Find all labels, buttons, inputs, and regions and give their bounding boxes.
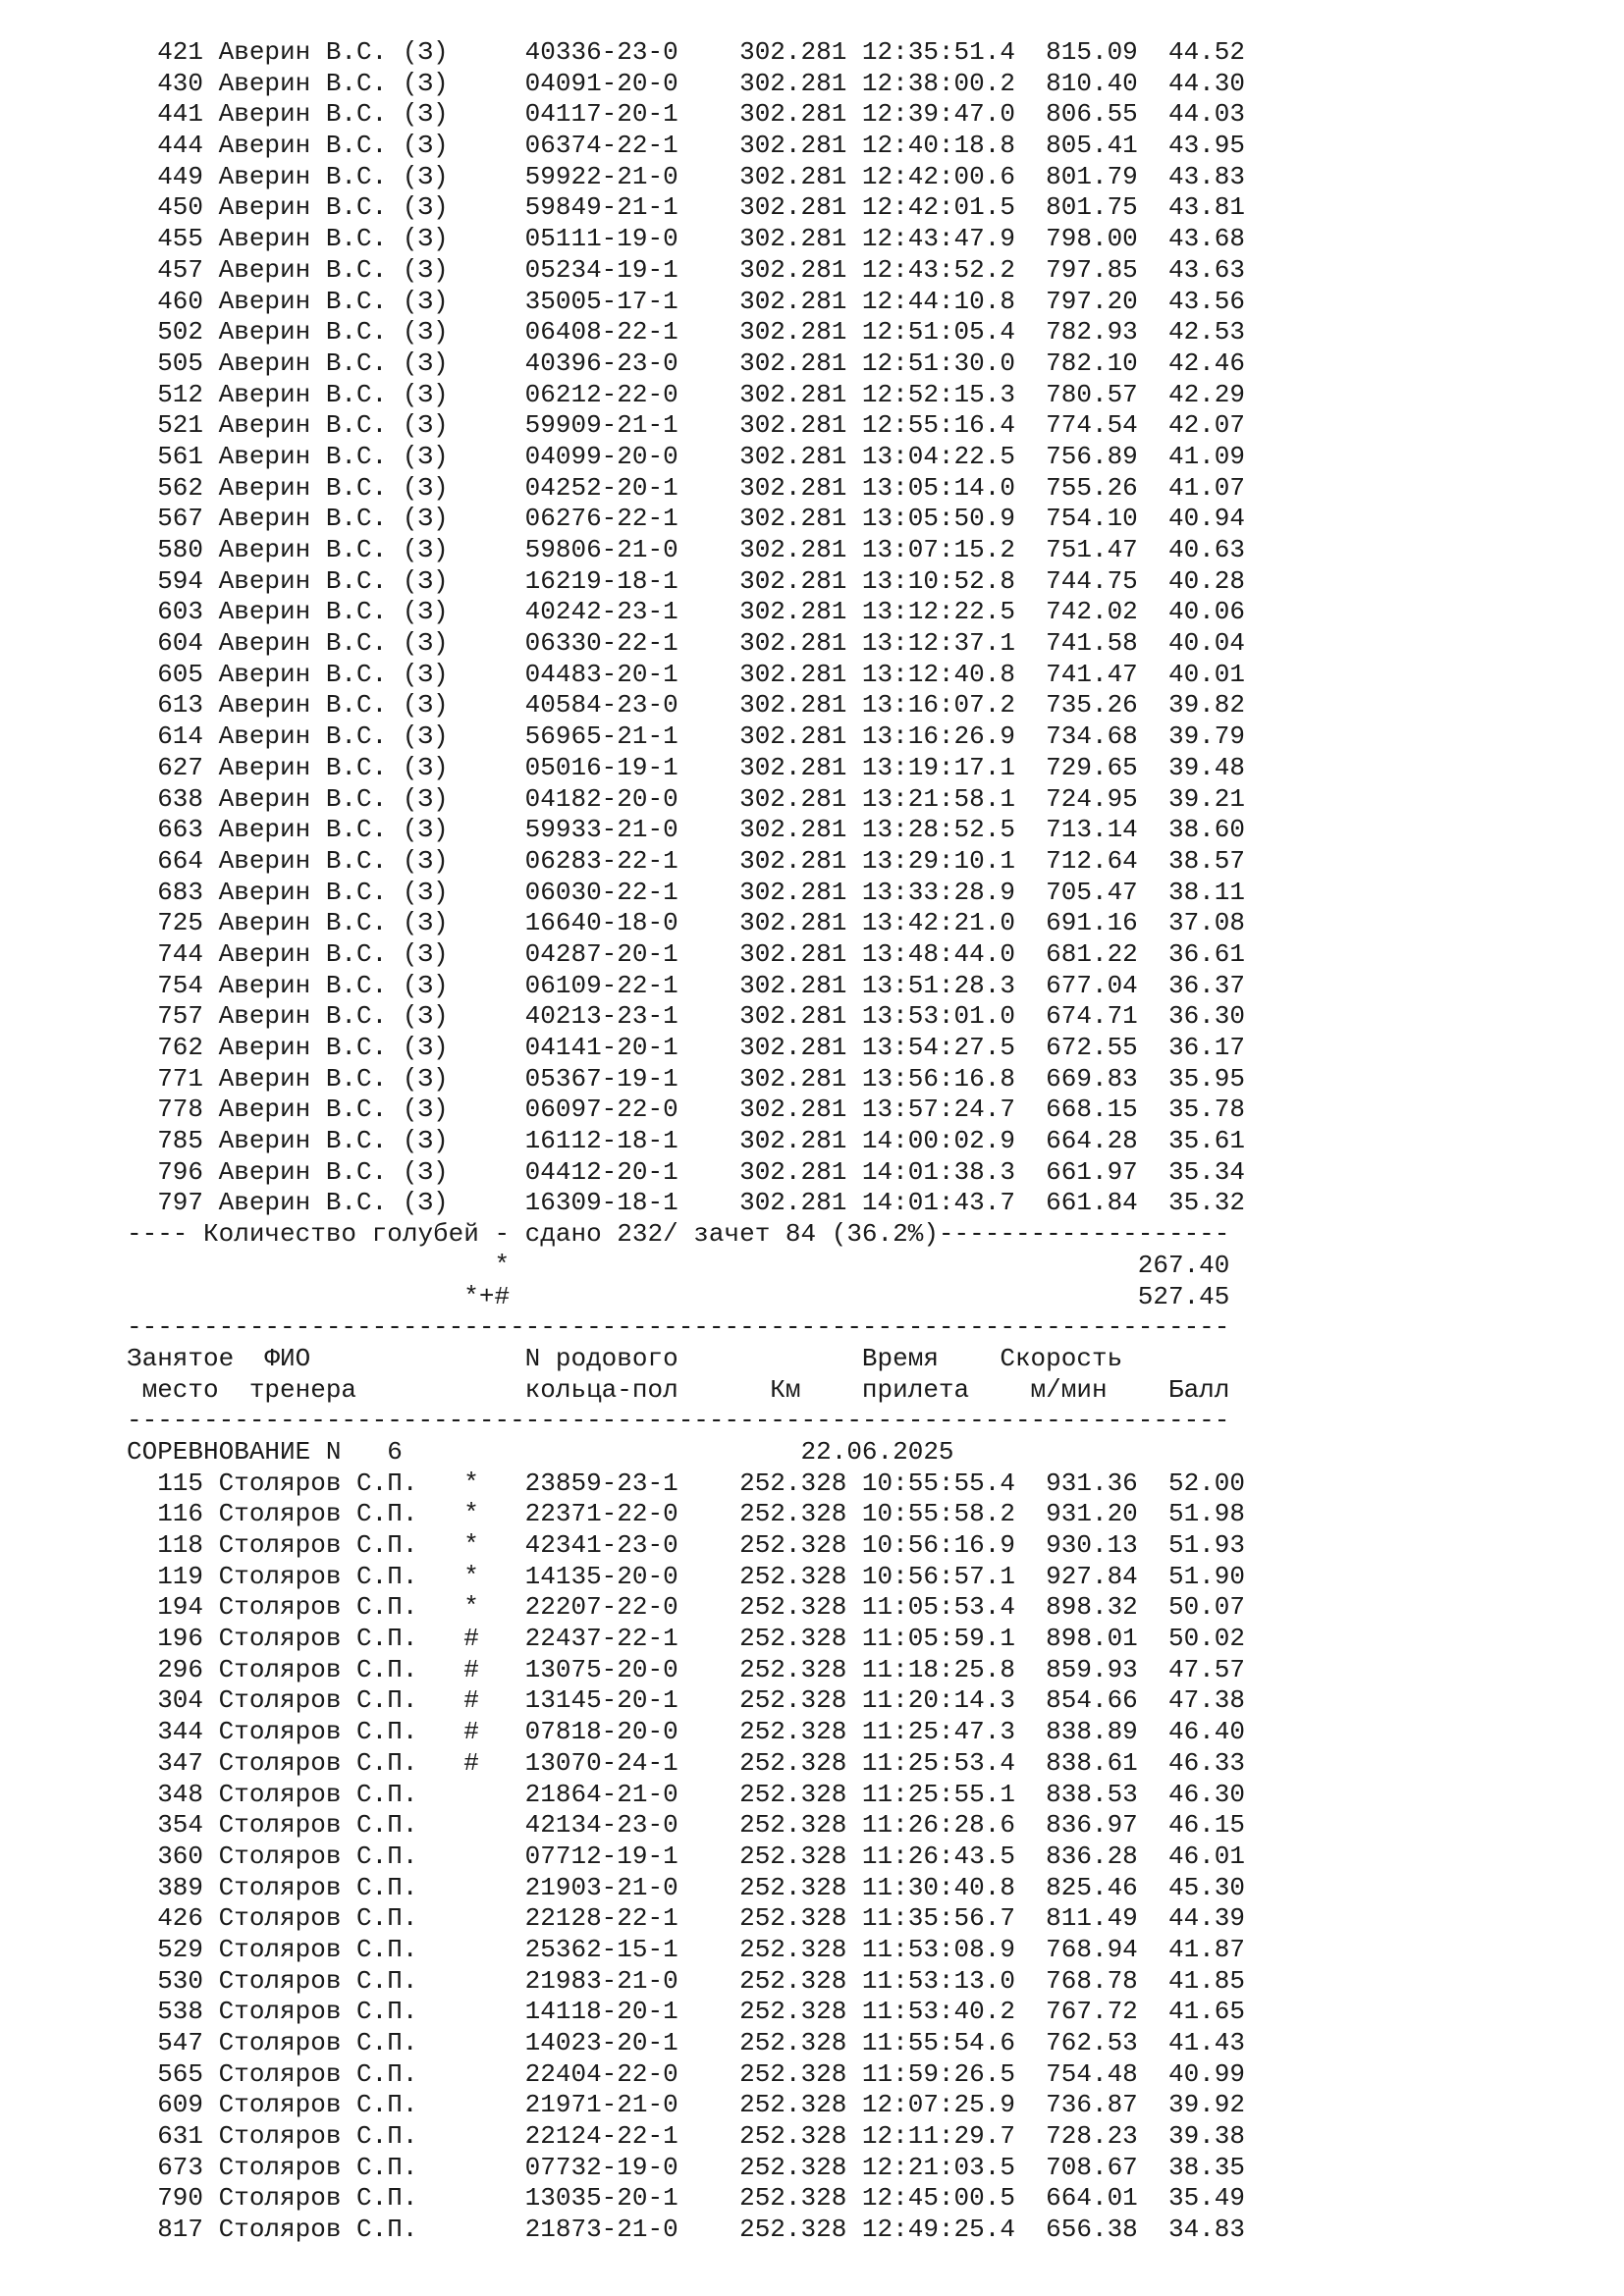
column-header: место тренера кольца-пол Км прилета м/мин Балл [127, 1374, 1230, 1405]
result-row: 296 Столяров С.П. # 13075-20-0 252.328 11:18:25.8 859.93 47.57 [127, 1654, 1245, 1684]
result-row: 421 Аверин В.С. (З) 40336-23-0 302.281 12:35:51.4 815.09 44.52 [127, 37, 1245, 67]
result-row: 430 Аверин В.С. (З) 04091-20-0 302.281 12:38:00.2 810.40 44.30 [127, 68, 1245, 98]
result-row: 744 Аверин В.С. (З) 04287-20-1 302.281 13:48:44.0 681.22 36.61 [127, 938, 1245, 969]
result-row: 354 Столяров С.П. 42134-23-0 252.328 11:26:28.6 836.97 46.15 [127, 1810, 1245, 1841]
result-row: 505 Аверин В.С. (З) 40396-23-0 302.281 12:51:30.0 782.10 42.46 [127, 347, 1245, 378]
result-row: 627 Аверин В.С. (З) 05016-19-1 302.281 13:19:17.1 729.65 39.48 [127, 752, 1245, 782]
summary-line: ---- Количество голубей - сдано 232/ зачет 84 (36.2%)------------------- [127, 1219, 1230, 1250]
result-row: 530 Столяров С.П. 21983-21-0 252.328 11:53:13.0 768.78 41.85 [127, 1965, 1245, 1996]
result-row: 194 Столяров С.П. * 22207-22-0 252.328 11:05:53.4 898.32 50.07 [127, 1592, 1245, 1623]
result-row: 441 Аверин В.С. (З) 04117-20-1 302.281 12:39:47.0 806.55 44.03 [127, 99, 1245, 130]
result-row: 512 Аверин В.С. (З) 06212-22-0 302.281 12:52:15.3 780.57 42.29 [127, 379, 1245, 409]
result-row: 460 Аверин В.С. (З) 35005-17-1 302.281 12:44:10.8 797.20 43.56 [127, 286, 1245, 316]
result-row: 725 Аверин В.С. (З) 16640-18-0 302.281 13:42:21.0 691.16 37.08 [127, 908, 1245, 938]
result-row: 663 Аверин В.С. (З) 59933-21-0 302.281 13:28:52.5 713.14 38.60 [127, 815, 1245, 845]
result-row: 538 Столяров С.П. 14118-20-1 252.328 11:53:40.2 767.72 41.65 [127, 1997, 1245, 2027]
result-row: 348 Столяров С.П. 21864-21-0 252.328 11:25:55.1 838.53 46.30 [127, 1779, 1245, 1809]
result-row: 771 Аверин В.С. (З) 05367-19-1 302.281 13:56:16.8 669.83 35.95 [127, 1063, 1245, 1094]
column-header: Занятое ФИО N родового Время Скорость [127, 1343, 1123, 1373]
result-row: 565 Столяров С.П. 22404-22-0 252.328 11:59:26.5 754.48 40.99 [127, 2058, 1245, 2089]
result-row: 778 Аверин В.С. (З) 06097-22-0 302.281 13:57:24.7 668.15 35.78 [127, 1095, 1245, 1125]
total-line: *+# 527.45 [127, 1281, 1230, 1311]
result-row: 785 Аверин В.С. (З) 16112-18-1 302.281 14:00:02.9 664.28 35.61 [127, 1126, 1245, 1156]
result-row: 450 Аверин В.С. (З) 59849-21-1 302.281 12:42:01.5 801.75 43.81 [127, 192, 1245, 223]
result-row: 455 Аверин В.С. (З) 05111-19-0 302.281 12:43:47.9 798.00 43.68 [127, 224, 1245, 254]
result-row: 796 Аверин В.С. (З) 04412-20-1 302.281 14:01:38.3 661.97 35.34 [127, 1156, 1245, 1187]
result-row: 561 Аверин В.С. (З) 04099-20-0 302.281 13:04:22.5 756.89 41.09 [127, 441, 1245, 471]
result-row: 562 Аверин В.С. (З) 04252-20-1 302.281 13:05:14.0 755.26 41.07 [127, 472, 1245, 503]
separator-line: ------------------------------------------------------------------------ [127, 1406, 1230, 1436]
result-row: 594 Аверин В.С. (З) 16219-18-1 302.281 13:10:52.8 744.75 40.28 [127, 565, 1245, 596]
result-row: 502 Аверин В.С. (З) 06408-22-1 302.281 12:51:05.4 782.93 42.53 [127, 317, 1245, 347]
result-row: 605 Аверин В.С. (З) 04483-20-1 302.281 13:12:40.8 741.47 40.01 [127, 659, 1245, 689]
result-row: 116 Столяров С.П. * 22371-22-0 252.328 10:55:58.2 931.20 51.98 [127, 1499, 1245, 1529]
result-row: 529 Столяров С.П. 25362-15-1 252.328 11:53:08.9 768.94 41.87 [127, 1934, 1245, 1964]
result-row: 521 Аверин В.С. (З) 59909-21-1 302.281 12:55:16.4 774.54 42.07 [127, 410, 1245, 441]
result-row: 118 Столяров С.П. * 42341-23-0 252.328 10:56:16.9 930.13 51.93 [127, 1530, 1245, 1560]
result-row: 817 Столяров С.П. 21873-21-0 252.328 12:49:25.4 656.38 34.83 [127, 2215, 1245, 2245]
result-row: 603 Аверин В.С. (З) 40242-23-1 302.281 13:12:22.5 742.02 40.06 [127, 597, 1245, 627]
result-row: 457 Аверин В.С. (З) 05234-19-1 302.281 12:43:52.2 797.85 43.63 [127, 254, 1245, 285]
total-line: * 267.40 [127, 1250, 1230, 1280]
result-row: 797 Аверин В.С. (З) 16309-18-1 302.281 14:01:43.7 661.84 35.32 [127, 1188, 1245, 1218]
result-row: 604 Аверин В.С. (З) 06330-22-1 302.281 13:12:37.1 741.58 40.04 [127, 628, 1245, 659]
result-row: 567 Аверин В.С. (З) 06276-22-1 302.281 13:05:50.9 754.10 40.94 [127, 504, 1245, 534]
results-printout [127, 37, 1599, 2246]
result-row: 754 Аверин В.С. (З) 06109-22-1 302.281 13:51:28.3 677.04 36.37 [127, 970, 1245, 1000]
competition-header: СОРЕВНОВАНИЕ N 6 22.06.2025 [127, 1436, 954, 1467]
result-row: 196 Столяров С.П. # 22437-22-1 252.328 11:05:59.1 898.01 50.02 [127, 1624, 1245, 1654]
separator-line: ------------------------------------------------------------------------ [127, 1312, 1230, 1343]
result-row: 638 Аверин В.С. (З) 04182-20-0 302.281 13:21:58.1 724.95 39.21 [127, 783, 1245, 814]
result-row: 664 Аверин В.С. (З) 06283-22-1 302.281 13:29:10.1 712.64 38.57 [127, 845, 1245, 876]
result-row: 790 Столяров С.П. 13035-20-1 252.328 12:45:00.5 664.01 35.49 [127, 2183, 1245, 2214]
result-row: 115 Столяров С.П. * 23859-23-1 252.328 10:55:55.4 931.36 52.00 [127, 1468, 1245, 1498]
result-row: 609 Столяров С.П. 21971-21-0 252.328 12:07:25.9 736.87 39.92 [127, 2090, 1245, 2120]
result-row: 673 Столяров С.П. 07732-19-0 252.328 12:21:03.5 708.67 38.35 [127, 2152, 1245, 2182]
result-row: 613 Аверин В.С. (З) 40584-23-0 302.281 13:16:07.2 735.26 39.82 [127, 690, 1245, 721]
result-row: 389 Столяров С.П. 21903-21-0 252.328 11:30:40.8 825.46 45.30 [127, 1872, 1245, 1902]
result-row: 449 Аверин В.С. (З) 59922-21-0 302.281 12:42:00.6 801.79 43.83 [127, 161, 1245, 191]
result-row: 426 Столяров С.П. 22128-22-1 252.328 11:35:56.7 811.49 44.39 [127, 1903, 1245, 1934]
result-row: 580 Аверин В.С. (З) 59806-21-0 302.281 13:07:15.2 751.47 40.63 [127, 535, 1245, 564]
result-row: 683 Аверин В.С. (З) 06030-22-1 302.281 13:33:28.9 705.47 38.11 [127, 877, 1245, 907]
result-row: 347 Столяров С.П. # 13070-24-1 252.328 11:25:53.4 838.61 46.33 [127, 1747, 1245, 1778]
result-row: 631 Столяров С.П. 22124-22-1 252.328 12:11:29.7 728.23 39.38 [127, 2121, 1245, 2152]
result-row: 614 Аверин В.С. (З) 56965-21-1 302.281 13:16:26.9 734.68 39.79 [127, 721, 1245, 752]
result-row: 762 Аверин В.С. (З) 04141-20-1 302.281 13:54:27.5 672.55 36.17 [127, 1033, 1245, 1062]
result-row: 360 Столяров С.П. 07712-19-1 252.328 11:26:43.5 836.28 46.01 [127, 1841, 1245, 1871]
result-row: 547 Столяров С.П. 14023-20-1 252.328 11:55:54.6 762.53 41.43 [127, 2028, 1245, 2057]
result-row: 119 Столяров С.П. * 14135-20-0 252.328 10:56:57.1 927.84 51.90 [127, 1561, 1245, 1591]
result-row: 304 Столяров С.П. # 13145-20-1 252.328 11:20:14.3 854.66 47.38 [127, 1685, 1245, 1716]
result-row: 757 Аверин В.С. (З) 40213-23-1 302.281 13:53:01.0 674.71 36.30 [127, 1001, 1245, 1032]
result-row: 344 Столяров С.П. # 07818-20-0 252.328 11:25:47.3 838.89 46.40 [127, 1717, 1245, 1747]
result-row: 444 Аверин В.С. (З) 06374-22-1 302.281 12:40:18.8 805.41 43.95 [127, 131, 1245, 161]
